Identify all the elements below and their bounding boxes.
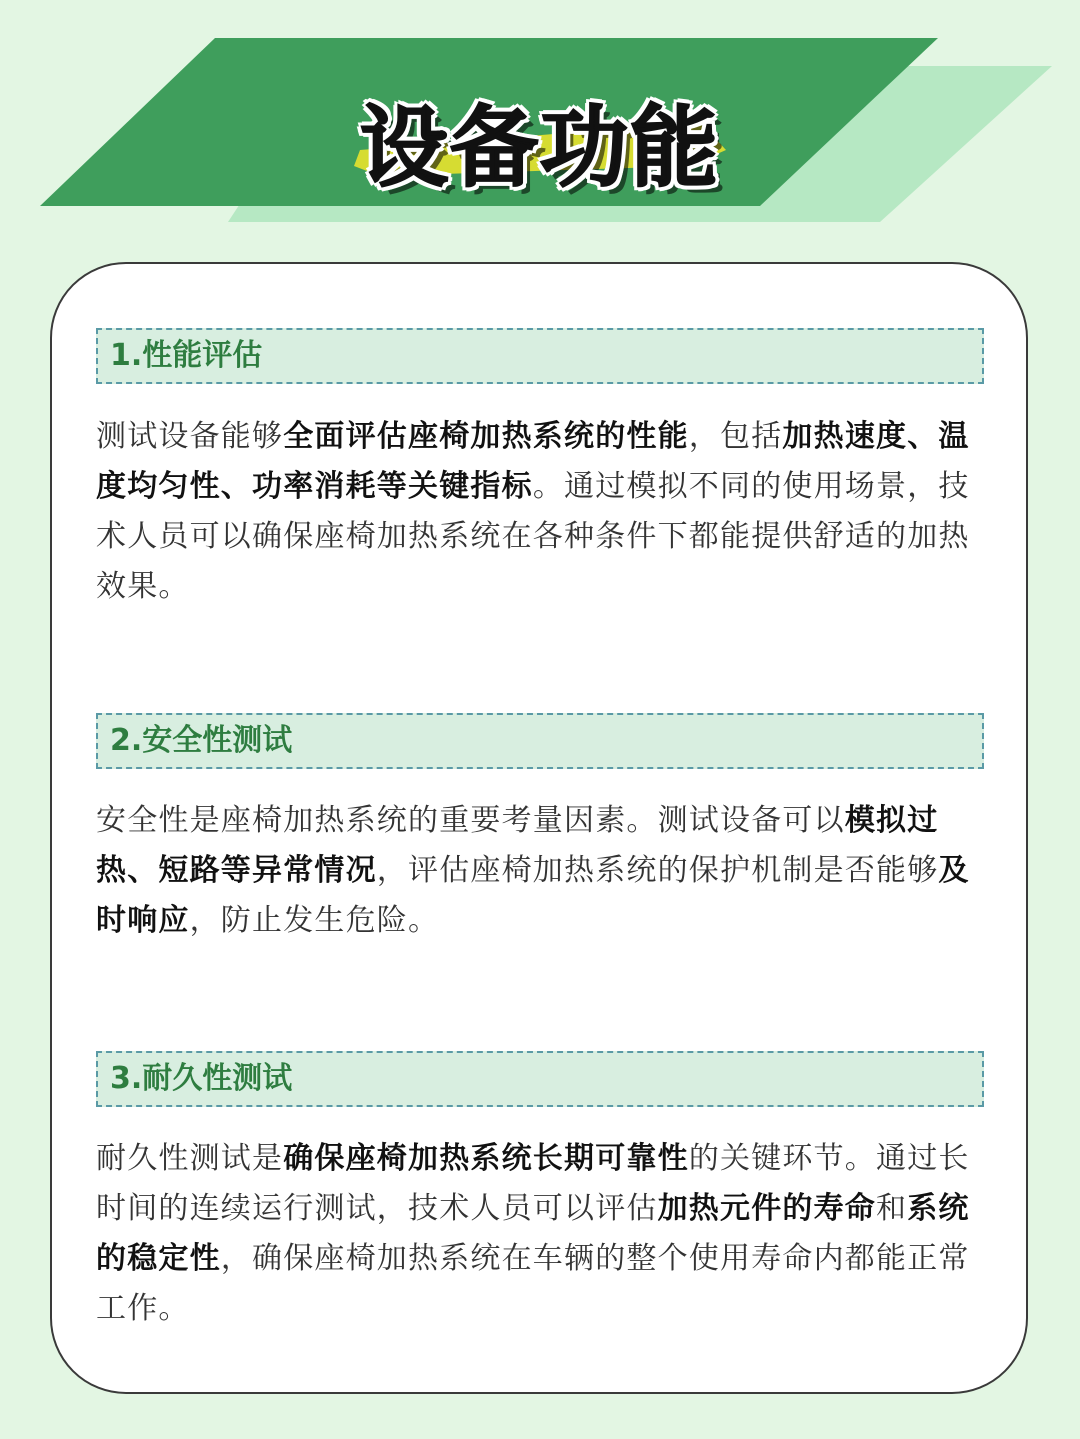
body-text: 的关键环节。通过长时间的连续运行测试，技术人员可以评估 (96, 1141, 970, 1226)
highlighted-text: 及时响应 (96, 853, 970, 938)
body-text: 。通过模拟不同的使用场景，技术人员可以确保座椅加热系统在各种条件下都能提供舒适的加热效果。 (96, 469, 970, 604)
page-title: 设备功能 (359, 96, 720, 199)
section-header-performance (96, 328, 984, 384)
section-body-safety (96, 796, 986, 946)
highlighted-text: 加热元件的寿命 (657, 1191, 877, 1226)
highlighted-text: 模拟过热、短路等异常情况 (96, 803, 939, 888)
body-text: ，防止发生危险。 (189, 903, 440, 938)
highlighted-text: 加热速度、温度均匀性、功率消耗等关键指标 (96, 419, 970, 504)
section-body-durability (96, 1134, 986, 1334)
section-heading: 2.安全性测试 (110, 723, 293, 758)
title-banner (0, 0, 1080, 240)
highlighted-text: 全面评估座椅加热系统的性能 (283, 419, 689, 454)
body-text: 耐久性测试是 (96, 1141, 284, 1176)
body-text: 安全性是座椅加热系统的重要考量因素。测试设备可以 (96, 803, 845, 838)
section-heading: 3.耐久性测试 (110, 1061, 293, 1096)
highlighted-text: 系统的稳定性 (96, 1191, 970, 1276)
body-text: ，确保座椅加热系统在车辆的整个使用寿命内都能正常工作。 (96, 1241, 970, 1326)
section-header-safety (96, 713, 984, 769)
section-heading: 1.性能评估 (110, 338, 263, 373)
highlighted-text: 确保座椅加热系统长期可靠性 (283, 1141, 689, 1176)
body-text: 测试设备能够 (96, 419, 284, 454)
body-text: ，包括 (688, 419, 783, 454)
body-text: ，评估座椅加热系统的保护机制是否能够 (376, 853, 939, 888)
section-header-durability (96, 1051, 984, 1107)
body-text: 和 (876, 1191, 908, 1226)
section-body-performance (96, 412, 986, 612)
